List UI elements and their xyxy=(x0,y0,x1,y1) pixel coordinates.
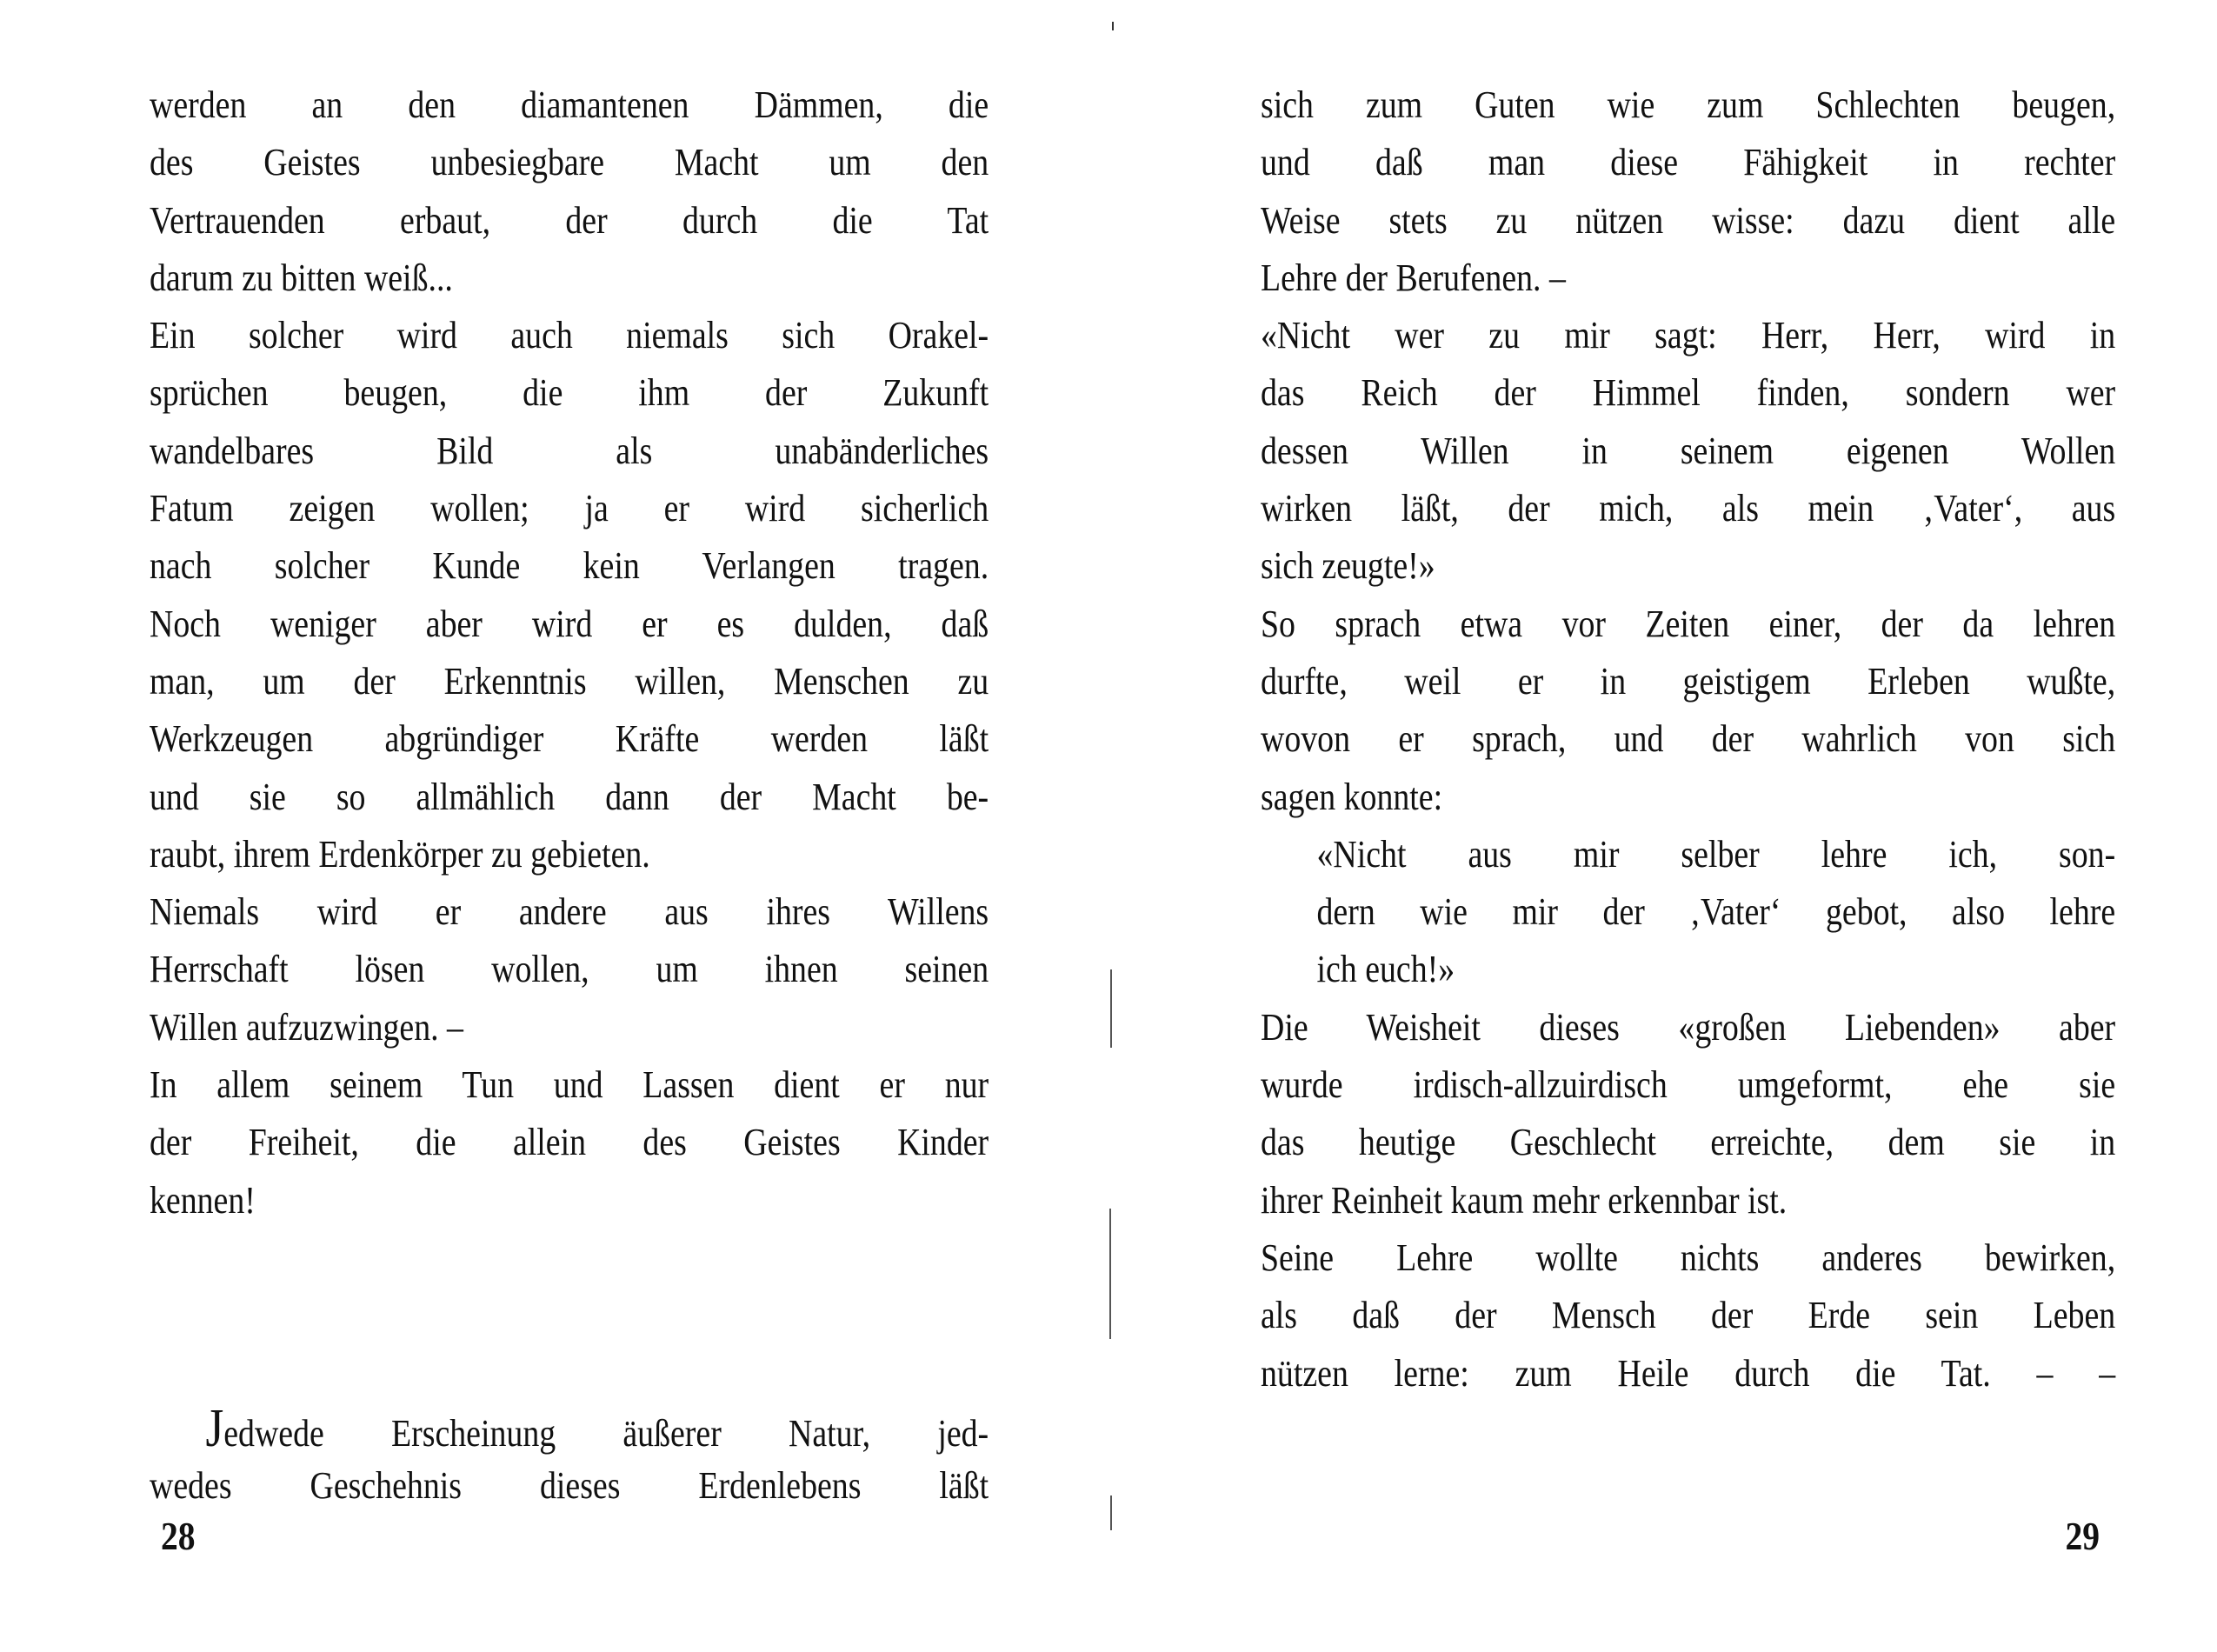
right-page-text xyxy=(1261,77,2115,1402)
text-line: kennen! xyxy=(150,1178,256,1222)
text-line: sich zeugte!» xyxy=(1261,544,1435,588)
text-line: Werkzeugen abgründiger Kräfte werden läßt xyxy=(150,717,989,761)
text-line: das heutige Geschlecht erreichte, dem sie in xyxy=(1261,1121,2116,1164)
text-line: und daß man diese Fähigkeit in rechter xyxy=(1261,141,2116,184)
text-line: wirken läßt, der mich, als mein ‚Vater‘, aus xyxy=(1261,487,2116,530)
text-line: sich zum Guten wie zum Schlechten beugen, xyxy=(1261,83,2116,126)
text-line: werden an den diamantenen Dämmen, die xyxy=(150,83,989,126)
text-line: man, um der Erkenntnis willen, Menschen zu xyxy=(150,659,989,703)
text-line: raubt, ihrem Erdenkörper zu gebieten. xyxy=(150,832,650,876)
text-line: So sprach etwa vor Zeiten einer, der da lehren xyxy=(1261,602,2116,645)
text-line: durfte, weil er in geistigem Erleben wußte, xyxy=(1261,659,2116,703)
section-break xyxy=(150,1229,989,1400)
page-number-right: 29 xyxy=(2065,1514,2100,1558)
left-page-text xyxy=(150,77,989,1515)
text-line: Herrschaft lösen wollen, um ihnen seinen xyxy=(150,948,989,991)
text-line xyxy=(150,1400,989,1457)
text-line: In allem seinem Tun und Lassen dient er nur xyxy=(150,1063,989,1107)
text-line: sagen konnte: xyxy=(1261,775,1443,818)
text-line: das Reich der Himmel finden, sondern wer xyxy=(1261,371,2116,415)
text-line-rest: edwede Erscheinung äußerer Natur, jed- xyxy=(223,1411,989,1455)
quote-line: ich euch!» xyxy=(1316,948,1455,991)
text-line: Die Weisheit dieses «großen Liebenden» aber xyxy=(1261,1005,2116,1049)
text-line: nützen lerne: zum Heile durch die Tat. – – xyxy=(1261,1351,2116,1395)
text-line: Vertrauenden erbaut, der durch die Tat xyxy=(150,198,989,242)
text-line: nach solcher Kunde kein Verlangen tragen. xyxy=(150,544,989,588)
text-line: Fatum zeigen wollen; ja er wird sicherlich xyxy=(150,487,989,530)
page-number-left: 28 xyxy=(161,1514,196,1558)
text-line: wurde irdisch-allzuirdisch umgeformt, ehe sie xyxy=(1261,1063,2116,1107)
text-line: darum zu bitten weiß... xyxy=(150,256,453,299)
text-line: ihrer Reinheit kaum mehr erkennbar ist. xyxy=(1261,1178,1788,1222)
text-line: «Nicht wer zu mir sagt: Herr, Herr, wird in xyxy=(1261,314,2116,357)
text-line: Ein solcher wird auch niemals sich Orakel- xyxy=(150,314,989,357)
text-line: wovon er sprach, und der wahrlich von sich xyxy=(1261,717,2116,761)
text-line: Niemals wird er andere aus ihres Willens xyxy=(150,890,989,934)
text-line: Lehre der Berufenen. – xyxy=(1261,256,1566,299)
text-line: Willen aufzuzwingen. – xyxy=(150,1005,463,1049)
right-page xyxy=(1108,0,2217,1652)
text-line: dessen Willen in seinem eigenen Wollen xyxy=(1261,429,2116,472)
text-line: Seine Lehre wollte nichts anderes bewirken, xyxy=(1261,1236,2116,1279)
quote-line: dern wie mir der ‚Vater‘ gebot, also lehre xyxy=(1316,890,2116,934)
text-line: wandelbares Bild als unabänderliches xyxy=(150,429,989,472)
text-line: wedes Geschehnis dieses Erdenlebens läßt xyxy=(150,1464,989,1508)
quote-line: «Nicht aus mir selber lehre ich, son- xyxy=(1316,832,2116,876)
initial-letter: J xyxy=(205,1398,224,1458)
text-line: Weise stets zu nützen wisse: dazu dient alle xyxy=(1261,198,2116,242)
text-line: und sie so allmählich dann der Macht be- xyxy=(150,775,989,818)
text-line: Noch weniger aber wird er es dulden, daß xyxy=(150,602,989,645)
text-line: als daß der Mensch der Erde sein Leben xyxy=(1261,1294,2116,1337)
text-line: des Geistes unbesiegbare Macht um den xyxy=(150,141,989,184)
text-line: der Freiheit, die allein des Geistes Kinder xyxy=(150,1121,989,1164)
left-page xyxy=(0,0,1108,1652)
text-line: sprüchen beugen, die ihm der Zukunft xyxy=(150,371,989,415)
